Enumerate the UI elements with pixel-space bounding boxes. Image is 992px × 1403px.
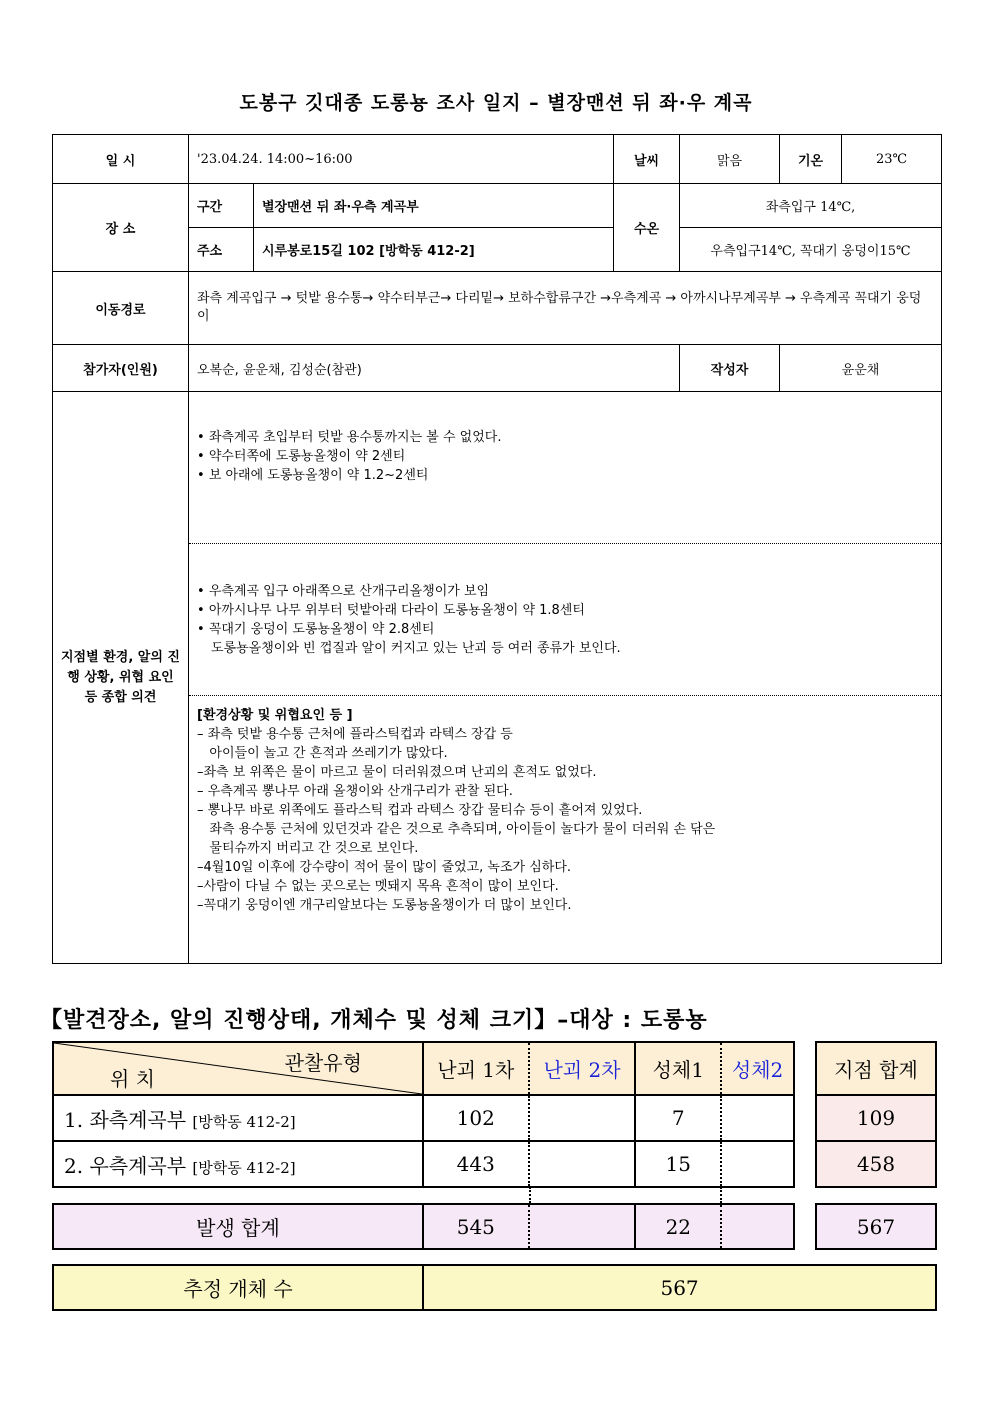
note-line: • 좌측계곡 초입부터 텃밭 용수통까지는 볼 수 없었다.	[197, 428, 933, 447]
col-egg1: 난괴 1차	[423, 1042, 529, 1095]
row-egg1: 443	[423, 1141, 529, 1187]
row-adult1: 7	[635, 1095, 721, 1141]
date-value: '23.04.24. 14:00~16:00	[189, 135, 614, 184]
water-temp-2: 우측입구14℃, 꼭대기 웅덩이15℃	[680, 228, 942, 272]
row-location	[53, 1141, 423, 1187]
env-line: –꼭대기 웅덩이엔 개구리알보다는 도롱뇽올챙이가 더 많이 보인다.	[197, 898, 572, 913]
col-adult1: 성체1	[635, 1042, 721, 1095]
author-label: 작성자	[680, 345, 780, 392]
note-line: • 보 아래에 도롱뇽올챙이 약 1.2~2센티	[197, 466, 933, 485]
weather-value: 맑음	[680, 135, 780, 184]
row-adult1: 15	[635, 1141, 721, 1187]
place-label: 장 소	[53, 184, 189, 272]
dotted-divider	[529, 1187, 531, 1203]
env-line: 좌측 용수통 근처에 있던것과 같은 것으로 추측되며, 아이들이 놀다가 물이 더러워 손 닦은	[197, 822, 716, 837]
env-line: – 좌측 텃밭 용수통 근처에 플라스틱컵과 라텍스 장갑 등	[197, 727, 513, 742]
route-value: 좌측 계곡입구 → 텃밭 용수통→ 약수터부근→ 다리밑→ 보하수합류구간 →우측계곡 → 아까시나무계곡부 → 우측계곡 꼭대기 웅덩이	[189, 272, 942, 345]
site-total-table	[815, 1041, 937, 1188]
section-label: 구간	[189, 184, 254, 228]
address-label: 주소	[189, 228, 254, 272]
sum-egg2	[529, 1204, 636, 1249]
env-line: 아이들이 놀고 간 흔적과 쓰레기가 많았다.	[197, 746, 448, 761]
header-location: 위 치	[110, 1067, 155, 1091]
participants-value: 오복순, 윤운채, 김성순(참관)	[189, 345, 680, 392]
water-temp-label: 수온	[614, 184, 680, 272]
estimate-value: 567	[423, 1265, 936, 1310]
participants-label: 참가자(인원)	[53, 345, 189, 392]
env-line: –사람이 다닐 수 없는 곳으로는 멧돼지 목욕 흔적이 많이 보인다.	[197, 879, 559, 894]
sum-total-table	[815, 1203, 937, 1250]
author-value: 윤운채	[780, 345, 942, 392]
note-line: • 약수터쪽에 도롱뇽올챙이 약 2센티	[197, 447, 933, 466]
env-line: 물티슈까지 버리고 간 것으로 보인다.	[197, 841, 419, 856]
note-line: • 아까시나무 나무 위부터 텃밭아래 다라이 도롱뇽올챙이 약 1.8센티	[197, 601, 933, 620]
sum-total: 567	[816, 1204, 936, 1249]
estimate-label: 추정 개체 수	[53, 1265, 423, 1310]
observation-cell	[189, 392, 942, 964]
survey-log-table	[52, 134, 942, 964]
site-total-value: 109	[816, 1095, 936, 1141]
row-name: 2. 우측계곡부	[64, 1153, 187, 1178]
header-observation-type: 관찰유형	[284, 1051, 362, 1075]
count-table	[52, 1041, 795, 1188]
sum-adult1: 22	[635, 1204, 721, 1249]
row-address: [방학동 412-2]	[192, 1158, 296, 1177]
col-adult2: 성체2	[721, 1042, 794, 1095]
row-egg1: 102	[423, 1095, 529, 1141]
estimate-table	[52, 1264, 937, 1311]
left-valley-notes	[189, 392, 941, 544]
env-line: –4월10일 이후에 강수량이 적어 물이 많이 줄었고, 녹조가 심하다.	[197, 860, 572, 875]
note-line: 도롱뇽올챙이와 빈 껍질과 알이 커지고 있는 난괴 등 여러 종류가 보인다.	[211, 641, 621, 656]
row-name: 1. 좌측계곡부	[64, 1107, 187, 1132]
table-row	[53, 1095, 794, 1141]
row-location	[53, 1095, 423, 1141]
env-line: – 우측계곡 뽕나무 아래 올챙이와 산개구리가 관찰 된다.	[197, 784, 513, 799]
address-value: 시루봉로15길 102 [방학동 412-2]	[254, 228, 614, 272]
header-diagonal-cell	[53, 1042, 423, 1095]
route-label: 이동경로	[53, 272, 189, 345]
env-line: – 뽕나무 바로 위쪽에도 플라스틱 컵과 라텍스 장갑 물티슈 등이 흩어져 있었다.	[197, 803, 643, 818]
environment-notes	[189, 696, 941, 915]
table-row	[53, 1141, 794, 1187]
date-label: 일 시	[53, 135, 189, 184]
dotted-divider	[720, 1187, 722, 1203]
note-line: • 꼭대기 웅덩이 도롱뇽올챙이 약 2.8센티	[197, 620, 933, 639]
row-address: [방학동 412-2]	[192, 1112, 296, 1131]
sum-table	[52, 1203, 795, 1250]
sum-label: 발생 합계	[53, 1204, 423, 1249]
sum-egg1: 545	[423, 1204, 529, 1249]
row-egg2	[529, 1095, 636, 1141]
weather-label: 날씨	[614, 135, 680, 184]
section-value: 별장맨션 뒤 좌·우측 계곡부	[254, 184, 614, 228]
water-temp-1: 좌측입구 14℃,	[680, 184, 942, 228]
col-site-total: 지점 합계	[816, 1042, 936, 1095]
sum-adult2	[721, 1204, 794, 1249]
environment-title: [환경상황 및 위협요인 등 ]	[197, 708, 353, 723]
right-valley-notes	[189, 544, 941, 696]
page-title: 도봉구 깃대종 도롱뇽 조사 일지 – 별장맨션 뒤 좌·우 계곡	[239, 92, 753, 114]
site-total-value: 458	[816, 1141, 936, 1187]
count-section-title: 【발견장소, 알의 진행상태, 개체수 및 성체 크기】–대상 : 도롱뇽	[40, 1008, 708, 1033]
row-egg2	[529, 1141, 636, 1187]
temp-value: 23℃	[842, 135, 942, 184]
env-line: –좌측 보 위쪽은 물이 마르고 물이 더러워졌으며 난괴의 흔적도 없었다.	[197, 765, 597, 780]
observation-label: 지점별 환경, 알의 진행 상황, 위협 요인 등 종합 의견	[53, 392, 189, 964]
temp-label: 기온	[780, 135, 842, 184]
col-egg2: 난괴 2차	[529, 1042, 636, 1095]
note-line: • 우측계곡 입구 아래쪽으로 산개구리올챙이가 보임	[197, 582, 933, 601]
row-adult2	[721, 1141, 794, 1187]
row-adult2	[721, 1095, 794, 1141]
